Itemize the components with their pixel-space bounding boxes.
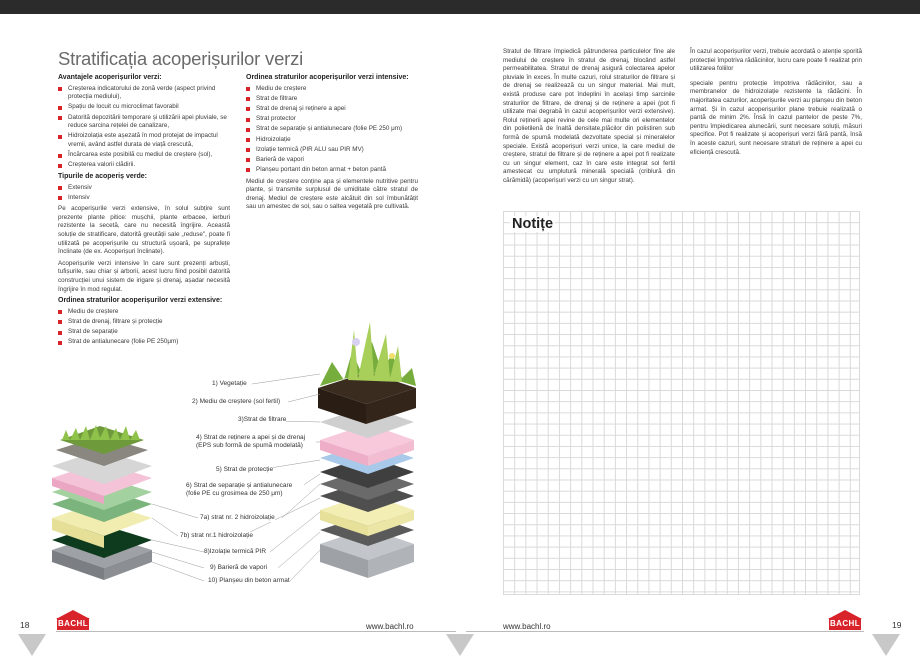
top-bar	[0, 0, 920, 14]
leader-line	[152, 504, 198, 518]
website-link-left[interactable]: www.bachl.ro	[366, 622, 414, 631]
label-pir: 8)Izolație termică PIR	[204, 548, 267, 555]
notes-title: Notițe	[512, 216, 554, 232]
slope-paragraph: speciale pentru protecție împotriva rădăcinilor, sau a membranelor de hidroizolație rezistente la rădăcini. În majoritatea cazurilor, acoperișurile verzi au planșeu din beton armat. Și în cazul acoperișurilor plane trebuie realizată o pantă de minim 2%. Însă în cazul pantelor de peste 7%, pentru împiedicarea alunecării, sunt necesare soluții, măsuri specifice. Pot fi realizate și acoperișuri verzi fără pantă, însă în aceste cazuri, sunt necesare straturi de reținere a apei cu eficiență crescută.	[690, 79, 862, 156]
types-list	[58, 184, 230, 203]
label-vapor-barrier: 9) Barieră de vapori	[210, 564, 268, 571]
label-hidro1: 7b) strat nr.1 hidroizolație	[180, 532, 253, 539]
types-heading: Tipurile de acoperiș verde:	[58, 172, 147, 180]
list-item: Strat de drenaj, filtrare și protecție	[58, 318, 230, 327]
list-item: Strat de drenaj și reținere a apei	[246, 105, 418, 114]
list-item: Mediu de creștere	[58, 308, 230, 317]
intensive-stack	[318, 322, 416, 578]
list-item: Extensiv	[58, 184, 230, 193]
list-item: Strat de filtrare	[246, 95, 418, 104]
leader-line	[152, 552, 204, 568]
footer-divider-right	[466, 631, 864, 632]
leader-line	[290, 550, 320, 581]
leader-line	[152, 518, 178, 536]
label-water-retention: 4) Strat de reținere a apei și de drenaj (EPS sub formă de spumă modelată)	[196, 434, 316, 450]
page-title: Stratificația acoperișurilor verzi	[58, 48, 304, 69]
leader-line	[288, 394, 320, 402]
page-fold-left	[18, 634, 46, 656]
leader-line	[278, 532, 320, 568]
filter-drain-paragraph: Stratul de filtrare împiedică pătrunderea particulelor fine ale mediului de creștere în stratul de drenaj, blocând astfel permeabilitatea. Stratul de drenaj asigură colectarea apelor pluviale în exces. În multe cazuri, rolul straturilor de filtrare și de drenaj se realizează cu un singur material. Mai mult, există produse care pot îndeplini în același timp sarcinile straturilor de filtrare, de drenaj și de reținere a apei (pot fi utilizate mai degrabă în cazul acoperișurilor verzi extensive). Rolul reținerii apei revine de cele mai multe ori elementelor din polietilenă de înaltă densitate,plăcilor din polistiren sub formă de spumă modelată dezvoltate special și mineralelor speciale. Există acoperișuri verzi unice, la care mediul de creștere, stratul de filtrare și de reținere a apei pot fi realizate cu un singur element, caz în care este integrat sol fertil amestecat cu umplutură minerală specială (criblură din cărămidă) (acoperișuri verzi cu un singur strat).	[503, 48, 675, 184]
page-number-right: 19	[892, 620, 902, 630]
label-growth-medium: 2) Mediu de creștere (sol fertil)	[192, 398, 281, 405]
list-item: Datorită depozitării temporare și utilizării apei pluviale, se reduce sarcina rețelei de canalizare,	[58, 114, 230, 131]
list-item: Barieră de vapori	[246, 156, 418, 165]
bachl-logo-left	[56, 610, 90, 630]
leader-line	[152, 540, 204, 552]
page-fold-right	[872, 634, 900, 656]
list-item: Creșterea valorii clădirii.	[58, 161, 230, 170]
intensive-paragraph: Acoperișurile verzi intensive în care sunt prezenți arbuști, tufișurile, sau chiar și arborii, acest lucru fiind posibil datorită construcției unui sistem de irigare și drenaj, așadar necesită îngrijire în mod regulat.	[58, 259, 230, 293]
list-item: Strat de separație	[58, 328, 230, 337]
list-item: Mediu de creștere	[246, 85, 418, 94]
leader-line	[252, 374, 320, 384]
footer-divider-left	[56, 631, 456, 632]
list-item: Planșeu portant din beton armat + beton pantă	[246, 166, 418, 175]
leader-line	[152, 562, 204, 581]
page-fold-center	[446, 634, 474, 656]
advantages-list	[58, 85, 230, 170]
label-concrete: 10) Planșeu din beton armat	[208, 577, 290, 584]
bachl-logo-right	[828, 610, 862, 630]
logo-text: BACHL	[58, 619, 88, 628]
root-protection-paragraph: În cazul acoperișurilor verzi, trebuie acordată o atenție sporită protecției împotriva rădăcinilor, lucru care poate fi realizat prin utilizarea foliilor	[690, 48, 862, 73]
right-column-1	[503, 48, 675, 189]
list-item: Strat de separație și antialunecare (folie PE 250 μm)	[246, 125, 418, 134]
label-separation: 6) Strat de separație și antialunecare (folie PE cu grosimea de 250 μm)	[186, 482, 304, 498]
left-column	[58, 72, 230, 350]
list-item: Spațiu de locuit cu microclimat favorabil	[58, 103, 230, 112]
logo-text: BACHL	[830, 619, 860, 628]
label-protection: 5) Strat de protecție	[216, 466, 274, 473]
leader-line	[270, 460, 320, 468]
leader-line	[270, 512, 320, 552]
list-item: Strat de antialunecare (folie PE 250μm)	[58, 338, 230, 347]
list-item: Intensiv	[58, 194, 230, 203]
list-item: Strat protector	[246, 115, 418, 124]
growth-medium-paragraph: Mediul de creștere conține apa și elementele nutritive pentru plante, și transmite surplusul de umiditate către stratul de drenaj. Mediul de creștere este alcătuit din sol îmbunătățit sau un amestec de sol, sau o saltea vegetală pre cultivată.	[246, 177, 418, 211]
flower	[389, 353, 395, 359]
intensive-layers-heading: Ordinea straturilor acoperișurilor verzi intensive:	[246, 74, 409, 81]
label-filter: 3)Strat de filtrare	[238, 416, 287, 423]
flower	[335, 359, 341, 365]
intensive-layers-list	[246, 85, 418, 175]
page-number-left: 18	[20, 620, 30, 630]
list-item: Creșterea indicatorului de zonă verde (aspect privind protecția mediului),	[58, 85, 230, 102]
flower	[352, 338, 360, 346]
list-item: Hidroizolația este așezată în mod protejat de impactul vremii, având astfel durata de viață crescută,	[58, 132, 230, 149]
extensive-stack	[52, 425, 152, 580]
list-item: Hidroizolație	[246, 136, 418, 145]
right-column-2	[690, 48, 862, 160]
middle-column	[246, 72, 418, 215]
extensive-layers-heading: Ordinea straturilor acoperișurilor verzi extensive:	[58, 297, 223, 305]
list-item: Încărcarea este posibilă cu mediul de creștere (sol),	[58, 151, 230, 160]
advantages-heading: Avantajele acoperișurilor verzi:	[58, 74, 162, 81]
label-hidro2: 7a) strat nr. 2 hidroizolație	[200, 514, 275, 521]
label-vegetation: 1) Vegetație	[212, 380, 247, 387]
list-item: Izolație termică (PIR ALU sau PIR MV)	[246, 146, 418, 155]
notes-grid[interactable]	[503, 211, 860, 595]
website-link-right[interactable]: www.bachl.ro	[503, 622, 551, 631]
extensive-paragraph: Pe acoperișurile verzi extensive, în solul subțire sunt prezente plante pitice: mușchii, plante erbacee, ierburi rezistente la secetă, care nu necesită îngrijire. Această soluție de stratificare, datorită greutății sale „reduse", poate fi utilizată pe acoperișurile cu structură ușoară, pe suprafețe înclinate (de ex. Acoperișuri înclinate).	[58, 205, 230, 256]
